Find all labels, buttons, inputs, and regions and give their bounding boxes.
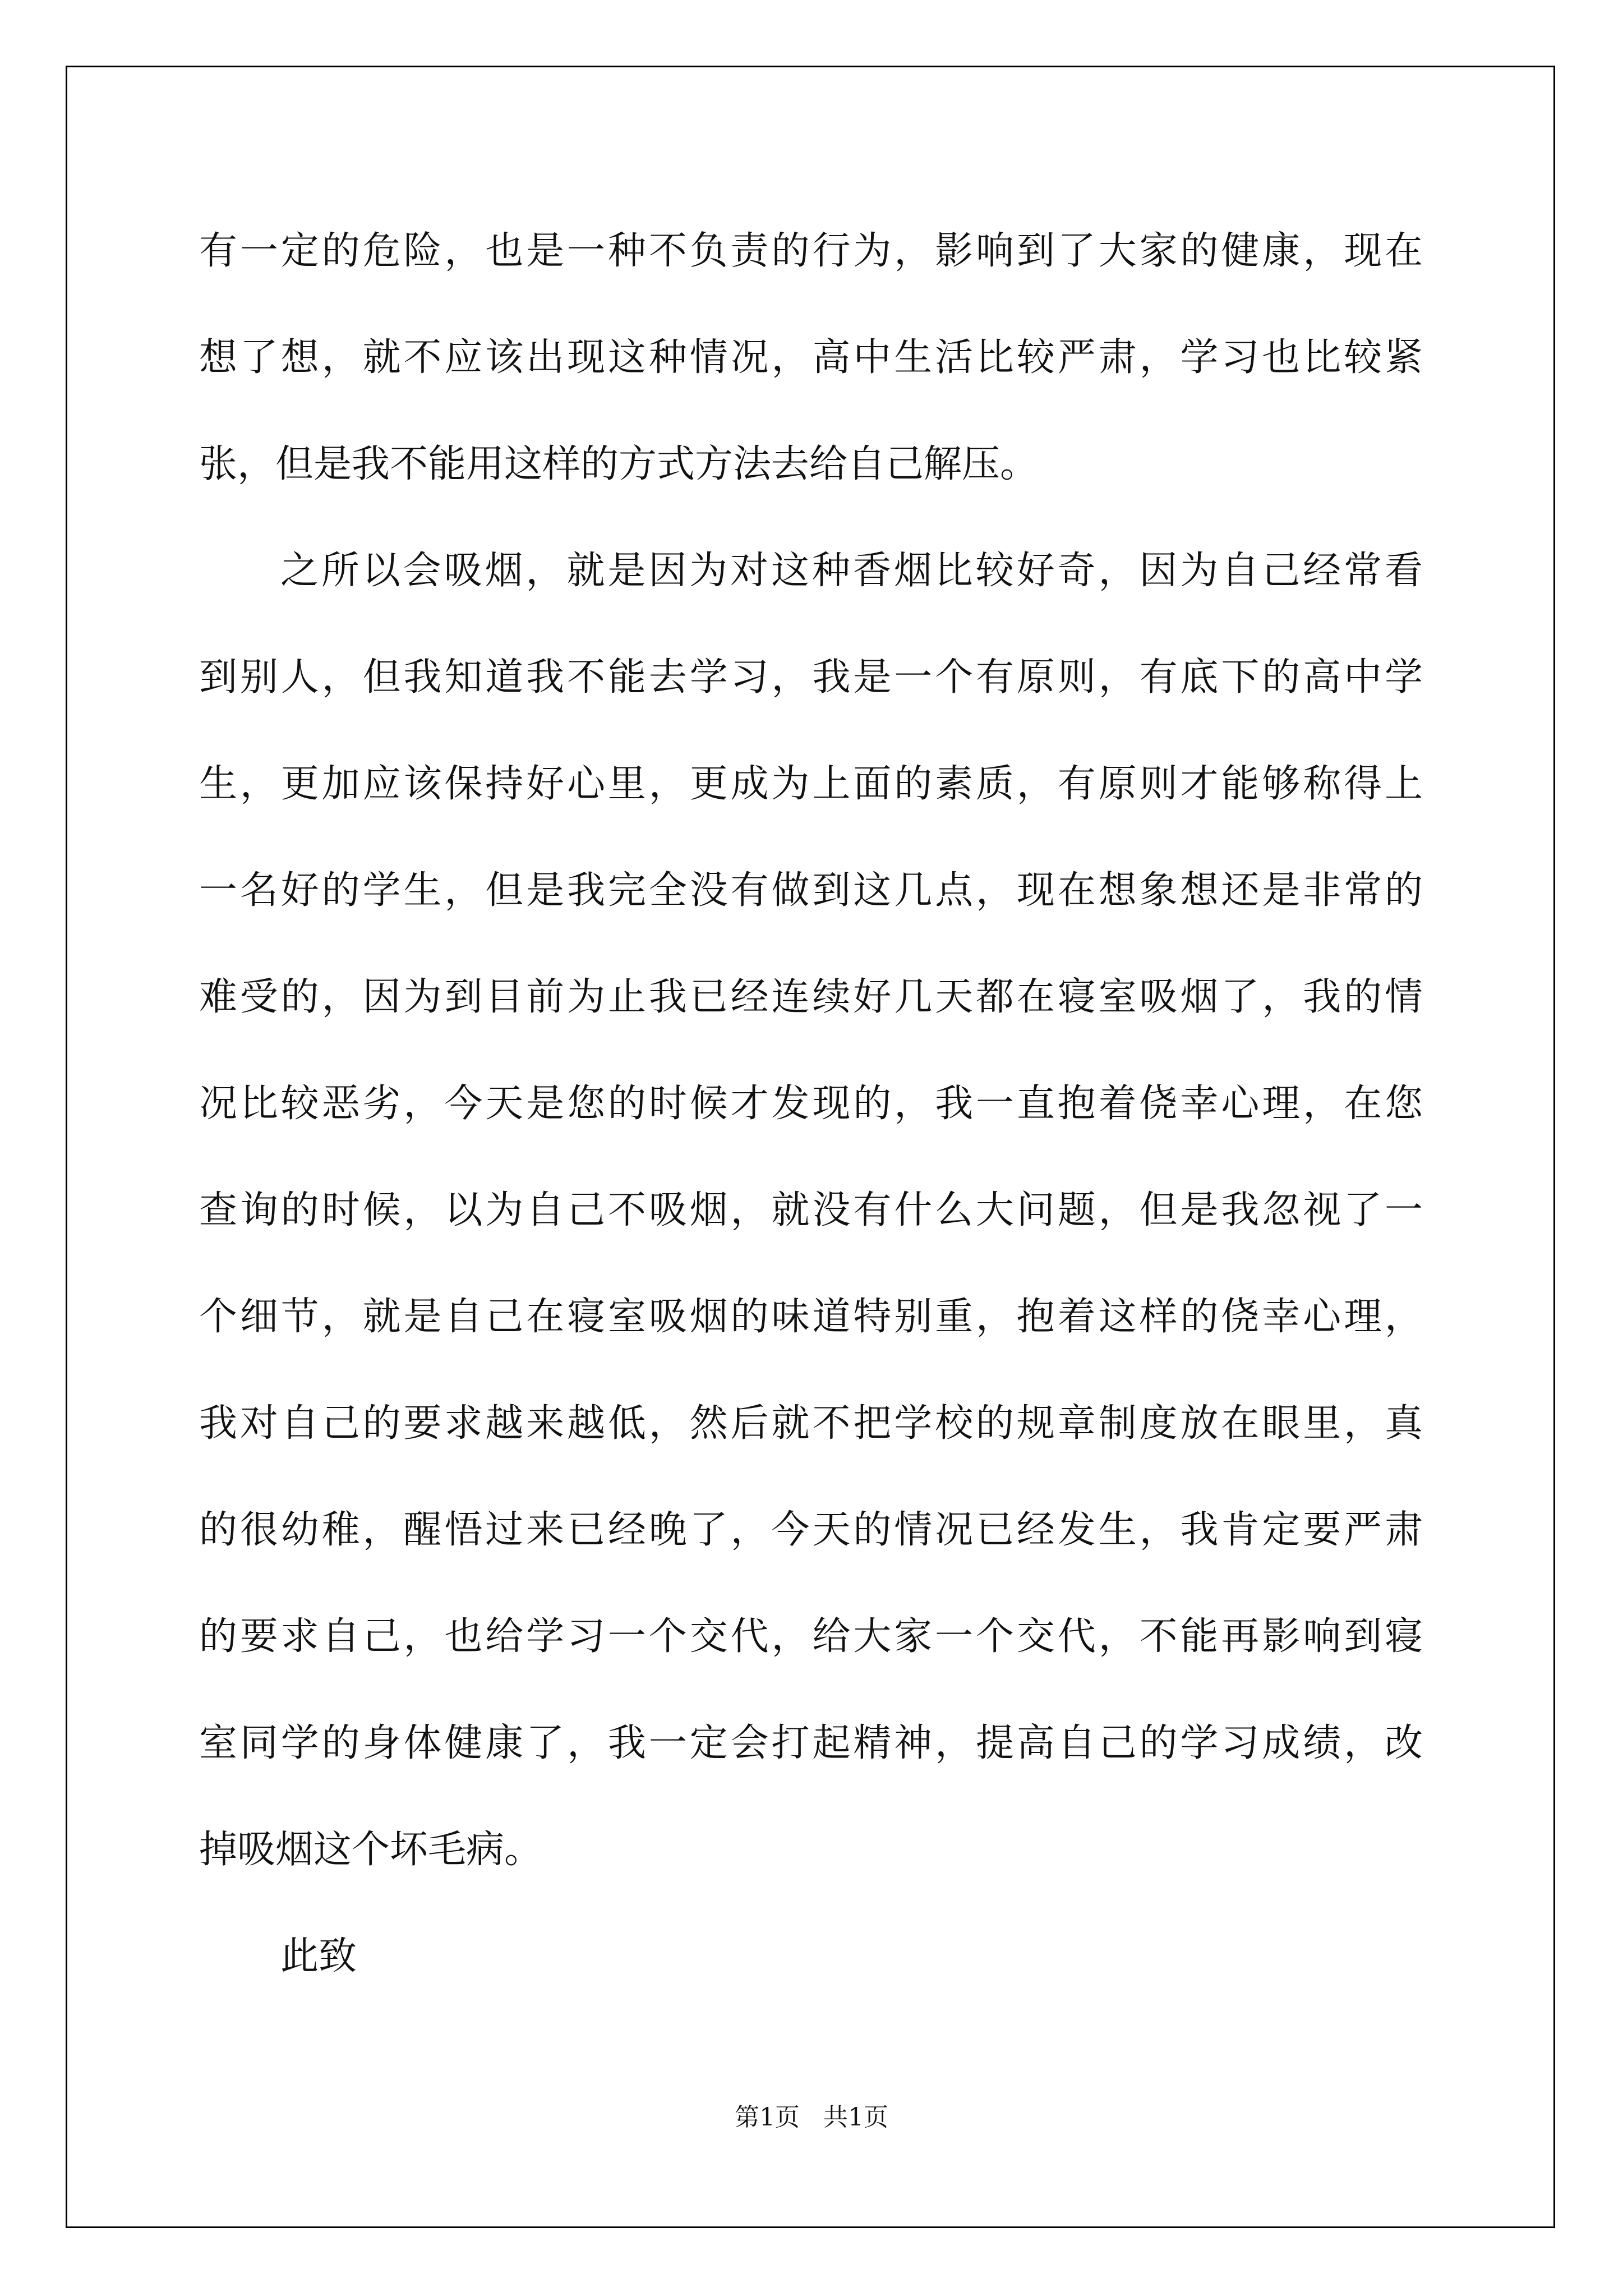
body-line: 我对自己的要求越来越低，然后就不把学校的规章制度放在眼里，真	[199, 1401, 1423, 1446]
body-line: 想了想，就不应该出现这种情况，高中生活比较严肃，学习也比较紧	[199, 335, 1423, 380]
body-line: 生，更加应该保持好心里，更成为上面的素质，有原则才能够称得上	[199, 762, 1423, 806]
body-line: 有一定的危险，也是一种不负责的行为，影响到了大家的健康，现在	[199, 229, 1423, 273]
body-line: 的很幼稚，醒悟过来已经晚了，今天的情况已经发生，我肯定要严肃	[199, 1508, 1423, 1552]
body-line: 张，但是我不能用这样的方式方法去给自己解压。	[199, 442, 1039, 486]
body-line: 查询的时候，以为自己不吸烟，就没有什么大问题，但是我忽视了一	[199, 1188, 1423, 1232]
body-line: 到别人，但我知道我不能去学习，我是一个有原则，有底下的高中学	[199, 655, 1423, 700]
body-line: 一名好的学生，但是我完全没有做到这几点，现在想象想还是非常的	[199, 868, 1423, 913]
body-line: 个细节，就是自己在寝室吸烟的味道特别重，抱着这样的侥幸心理，	[199, 1295, 1423, 1339]
body-line: 的要求自己，也给学习一个交代，给大家一个交代，不能再影响到寝	[199, 1614, 1423, 1659]
page-number-footer: 第1页 共1页	[735, 2103, 888, 2132]
body-line: 之所以会吸烟，就是因为对这种香烟比较好奇，因为自己经常看	[280, 549, 1423, 593]
body-line: 掉吸烟这个坏毛病。	[199, 1828, 543, 1872]
body-line: 难受的，因为到目前为止我已经连续好几天都在寝室吸烟了，我的情	[199, 975, 1423, 1019]
body-line: 室同学的身体健康了，我一定会打起精神，提高自己的学习成绩，改	[199, 1721, 1423, 1765]
body-line: 况比较恶劣，今天是您的时候才发现的，我一直抱着侥幸心理，在您	[199, 1082, 1423, 1126]
closing-salutation: 此致	[280, 1934, 357, 1978]
